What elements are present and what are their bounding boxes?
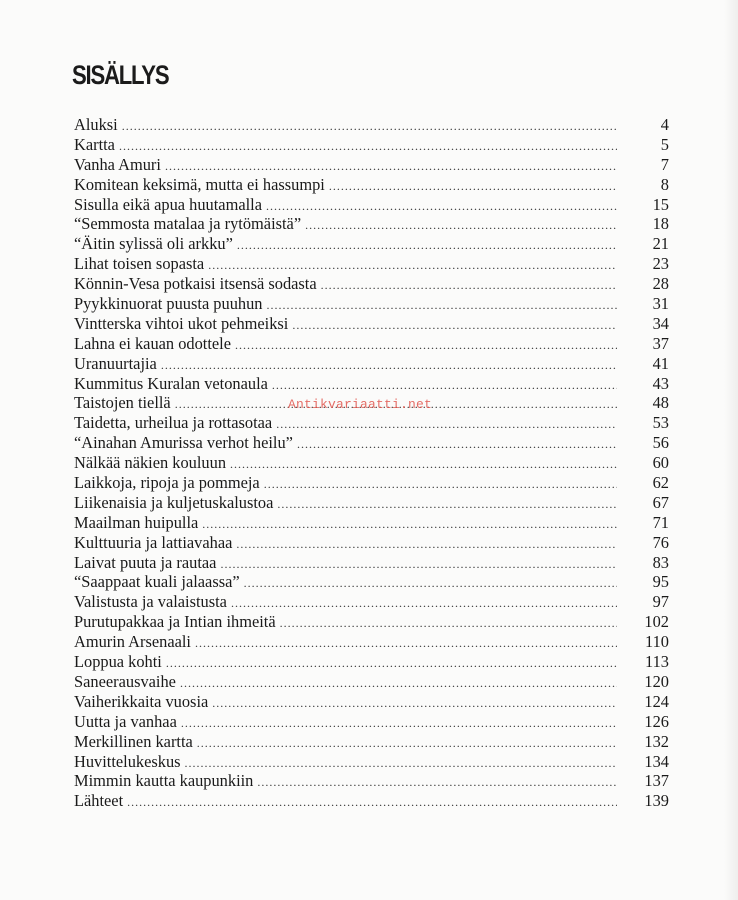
toc-entry-title: Lihat toisen sopasta bbox=[74, 254, 205, 274]
toc-entry bbox=[74, 374, 669, 394]
toc-entry bbox=[74, 533, 669, 553]
toc-entry-title: Maailman huipulla bbox=[74, 512, 199, 532]
toc-entry-title: Loppua kohti bbox=[74, 652, 162, 672]
toc-entry-page: 132 bbox=[644, 731, 669, 751]
toc-dot-leader bbox=[297, 435, 617, 455]
toc-entry-page: 120 bbox=[644, 671, 669, 691]
toc-dot-leader bbox=[166, 654, 617, 674]
toc-entry-title: Vanha Amuri bbox=[74, 154, 161, 174]
toc-entry-page: 28 bbox=[652, 274, 669, 294]
toc-entry bbox=[74, 294, 669, 314]
toc-dot-leader bbox=[197, 734, 617, 754]
toc-dot-leader bbox=[235, 336, 617, 356]
toc-entry-title: Laivat puuta ja rautaa bbox=[74, 552, 217, 572]
toc-entry-title: Vintterska vihtoi ukot pehmeiksi bbox=[74, 313, 289, 333]
toc-entry bbox=[74, 214, 669, 234]
toc-entry bbox=[74, 473, 669, 493]
toc-entry-title: Uutta ja vanhaa bbox=[74, 711, 177, 731]
toc-entry-title: Komitean keksimä, mutta ei hassumpi bbox=[74, 174, 325, 194]
toc-dot-leader bbox=[264, 475, 617, 495]
toc-entry-page: 113 bbox=[645, 652, 669, 672]
toc-entry bbox=[74, 314, 669, 334]
toc-entry-title: “Semmosta matalaa ja rytömäistä” bbox=[74, 214, 302, 234]
toc-entry-page: 43 bbox=[652, 373, 669, 393]
toc-entry-title: Könnin-Vesa potkaisi itsensä sodasta bbox=[74, 274, 317, 294]
toc-entry bbox=[74, 254, 669, 274]
toc-dot-leader bbox=[305, 216, 617, 236]
toc-entry-page: 18 bbox=[652, 214, 669, 234]
toc-dot-leader bbox=[119, 137, 617, 157]
toc-entry bbox=[74, 354, 669, 374]
toc-dot-leader bbox=[202, 515, 617, 535]
toc-dot-leader bbox=[266, 197, 617, 217]
toc-entry-title: Vaiherikkaita vuosia bbox=[74, 691, 209, 711]
toc-entry-title: Aluksi bbox=[74, 115, 118, 134]
toc-entry-title: “Äitin sylissä oli arkku” bbox=[74, 234, 233, 254]
toc-entry-page: 95 bbox=[652, 572, 669, 592]
toc-entry-title: Merkillinen kartta bbox=[74, 731, 193, 751]
toc-entry bbox=[74, 195, 669, 215]
toc-entry-title: Amurin Arsenaali bbox=[74, 632, 191, 652]
toc-entry bbox=[74, 175, 669, 195]
toc-dot-leader bbox=[220, 555, 617, 575]
toc-entry bbox=[74, 115, 669, 135]
toc-entry-title: Valistusta ja valaistusta bbox=[74, 592, 227, 612]
toc-entry bbox=[74, 513, 669, 533]
toc-dot-leader bbox=[257, 773, 617, 793]
toc-entry bbox=[74, 652, 669, 672]
toc-entry-title: “Ainahan Amurissa verhot heilu” bbox=[74, 433, 293, 453]
toc-entry-page: 48 bbox=[652, 393, 669, 413]
toc-entry-title: Kartta bbox=[74, 134, 115, 154]
toc-entry bbox=[74, 771, 669, 791]
toc-dot-leader bbox=[321, 276, 617, 296]
toc-dot-leader bbox=[329, 177, 617, 197]
toc-entry bbox=[74, 234, 669, 254]
toc-entry-page: 137 bbox=[644, 771, 669, 791]
toc-entry bbox=[74, 553, 669, 573]
toc-dot-leader bbox=[236, 535, 617, 555]
toc-entry-page: 5 bbox=[660, 134, 669, 154]
table-of-contents bbox=[74, 115, 669, 811]
toc-entry bbox=[74, 413, 669, 433]
toc-entry bbox=[74, 155, 669, 175]
toc-entry-page: 134 bbox=[644, 751, 669, 771]
toc-entry bbox=[74, 791, 669, 811]
toc-entry bbox=[74, 632, 669, 652]
toc-entry-page: 4 bbox=[660, 115, 669, 134]
toc-dot-leader bbox=[276, 415, 617, 435]
toc-entry-page: 8 bbox=[660, 174, 669, 194]
toc-entry bbox=[74, 672, 669, 692]
toc-entry-page: 110 bbox=[645, 632, 669, 652]
toc-entry-page: 97 bbox=[652, 592, 669, 612]
toc-entry-title: Taistojen tiellä bbox=[74, 393, 171, 413]
toc-entry bbox=[74, 752, 669, 772]
toc-entry-page: 23 bbox=[652, 254, 669, 274]
toc-entry-page: 34 bbox=[652, 313, 669, 333]
toc-entry-title: Mimmin kautta kaupunkiin bbox=[74, 771, 254, 791]
toc-entry-page: 56 bbox=[652, 433, 669, 453]
toc-entry-title: Nälkää näkien kouluun bbox=[74, 453, 227, 473]
toc-entry-title: Liikenaisia ja kuljetuskalustoa bbox=[74, 492, 274, 512]
toc-entry bbox=[74, 433, 669, 453]
toc-entry-page: 21 bbox=[652, 234, 669, 254]
toc-entry bbox=[74, 135, 669, 155]
toc-entry-title: Taidetta, urheilua ja rottasotaa bbox=[74, 413, 273, 433]
toc-entry-title: Saneerausvaihe bbox=[74, 671, 176, 691]
toc-entry bbox=[74, 453, 669, 473]
toc-dot-leader bbox=[212, 694, 617, 714]
toc-dot-leader bbox=[122, 117, 617, 137]
toc-dot-leader bbox=[277, 495, 617, 515]
toc-dot-leader bbox=[180, 674, 617, 694]
toc-entry-page: 31 bbox=[652, 294, 669, 314]
toc-entry bbox=[74, 732, 669, 752]
toc-entry bbox=[74, 692, 669, 712]
toc-entry-page: 126 bbox=[644, 711, 669, 731]
toc-entry-page: 62 bbox=[652, 473, 669, 493]
toc-entry-title: Kulttuuria ja lattiavahaa bbox=[74, 532, 233, 552]
toc-entry-title: Laikkoja, ripoja ja pommeja bbox=[74, 473, 260, 493]
toc-entry bbox=[74, 493, 669, 513]
toc-entry bbox=[74, 712, 669, 732]
toc-dot-leader bbox=[266, 296, 617, 316]
toc-dot-leader bbox=[237, 236, 617, 256]
toc-entry-page: 124 bbox=[644, 691, 669, 711]
toc-dot-leader bbox=[244, 574, 617, 594]
toc-entry-page: 76 bbox=[652, 532, 669, 552]
toc-entry-title: Pyykkinuorat puusta puuhun bbox=[74, 294, 263, 314]
toc-entry-title: “Saappaat kuali jalaassa” bbox=[74, 572, 240, 592]
toc-entry-page: 139 bbox=[644, 791, 669, 811]
toc-dot-leader bbox=[181, 714, 617, 734]
toc-dot-leader bbox=[280, 614, 617, 634]
toc-entry-title: Kummitus Kuralan vetonaula bbox=[74, 373, 268, 393]
toc-dot-leader bbox=[272, 376, 617, 396]
toc-entry bbox=[74, 612, 669, 632]
toc-entry-title: Huvittelukeskus bbox=[74, 751, 181, 771]
page-edge-shadow bbox=[724, 0, 738, 900]
toc-entry-page: 37 bbox=[652, 333, 669, 353]
toc-entry-page: 60 bbox=[652, 453, 669, 473]
toc-entry-page: 41 bbox=[652, 353, 669, 373]
toc-entry-title: Uranuurtajia bbox=[74, 353, 157, 373]
toc-dot-leader bbox=[195, 634, 617, 654]
toc-entry-page: 71 bbox=[652, 512, 669, 532]
toc-entry-page: 67 bbox=[652, 492, 669, 512]
toc-entry-title: Sisulla eikä apua huutamalla bbox=[74, 194, 262, 214]
toc-dot-leader bbox=[230, 455, 617, 475]
toc-entry bbox=[74, 592, 669, 612]
watermark: Antikvariaatti.net bbox=[288, 397, 433, 412]
toc-entry-page: 102 bbox=[644, 612, 669, 632]
toc-dot-leader bbox=[292, 316, 617, 336]
toc-entry bbox=[74, 274, 669, 294]
toc-entry-page: 15 bbox=[652, 194, 669, 214]
toc-entry-title: Purutupakkaa ja Intian ihmeitä bbox=[74, 612, 276, 632]
toc-entry bbox=[74, 334, 669, 354]
toc-entry-page: 83 bbox=[652, 552, 669, 572]
toc-entry-page: 53 bbox=[652, 413, 669, 433]
toc-entry-title: Lähteet bbox=[74, 791, 124, 811]
toc-entry-page: 7 bbox=[660, 154, 669, 174]
toc-dot-leader bbox=[127, 793, 617, 813]
toc-entry bbox=[74, 572, 669, 592]
toc-entry-title: Lahna ei kauan odottele bbox=[74, 333, 232, 353]
page-title: SISÄLLYS bbox=[72, 60, 169, 90]
toc-dot-leader bbox=[231, 594, 617, 614]
